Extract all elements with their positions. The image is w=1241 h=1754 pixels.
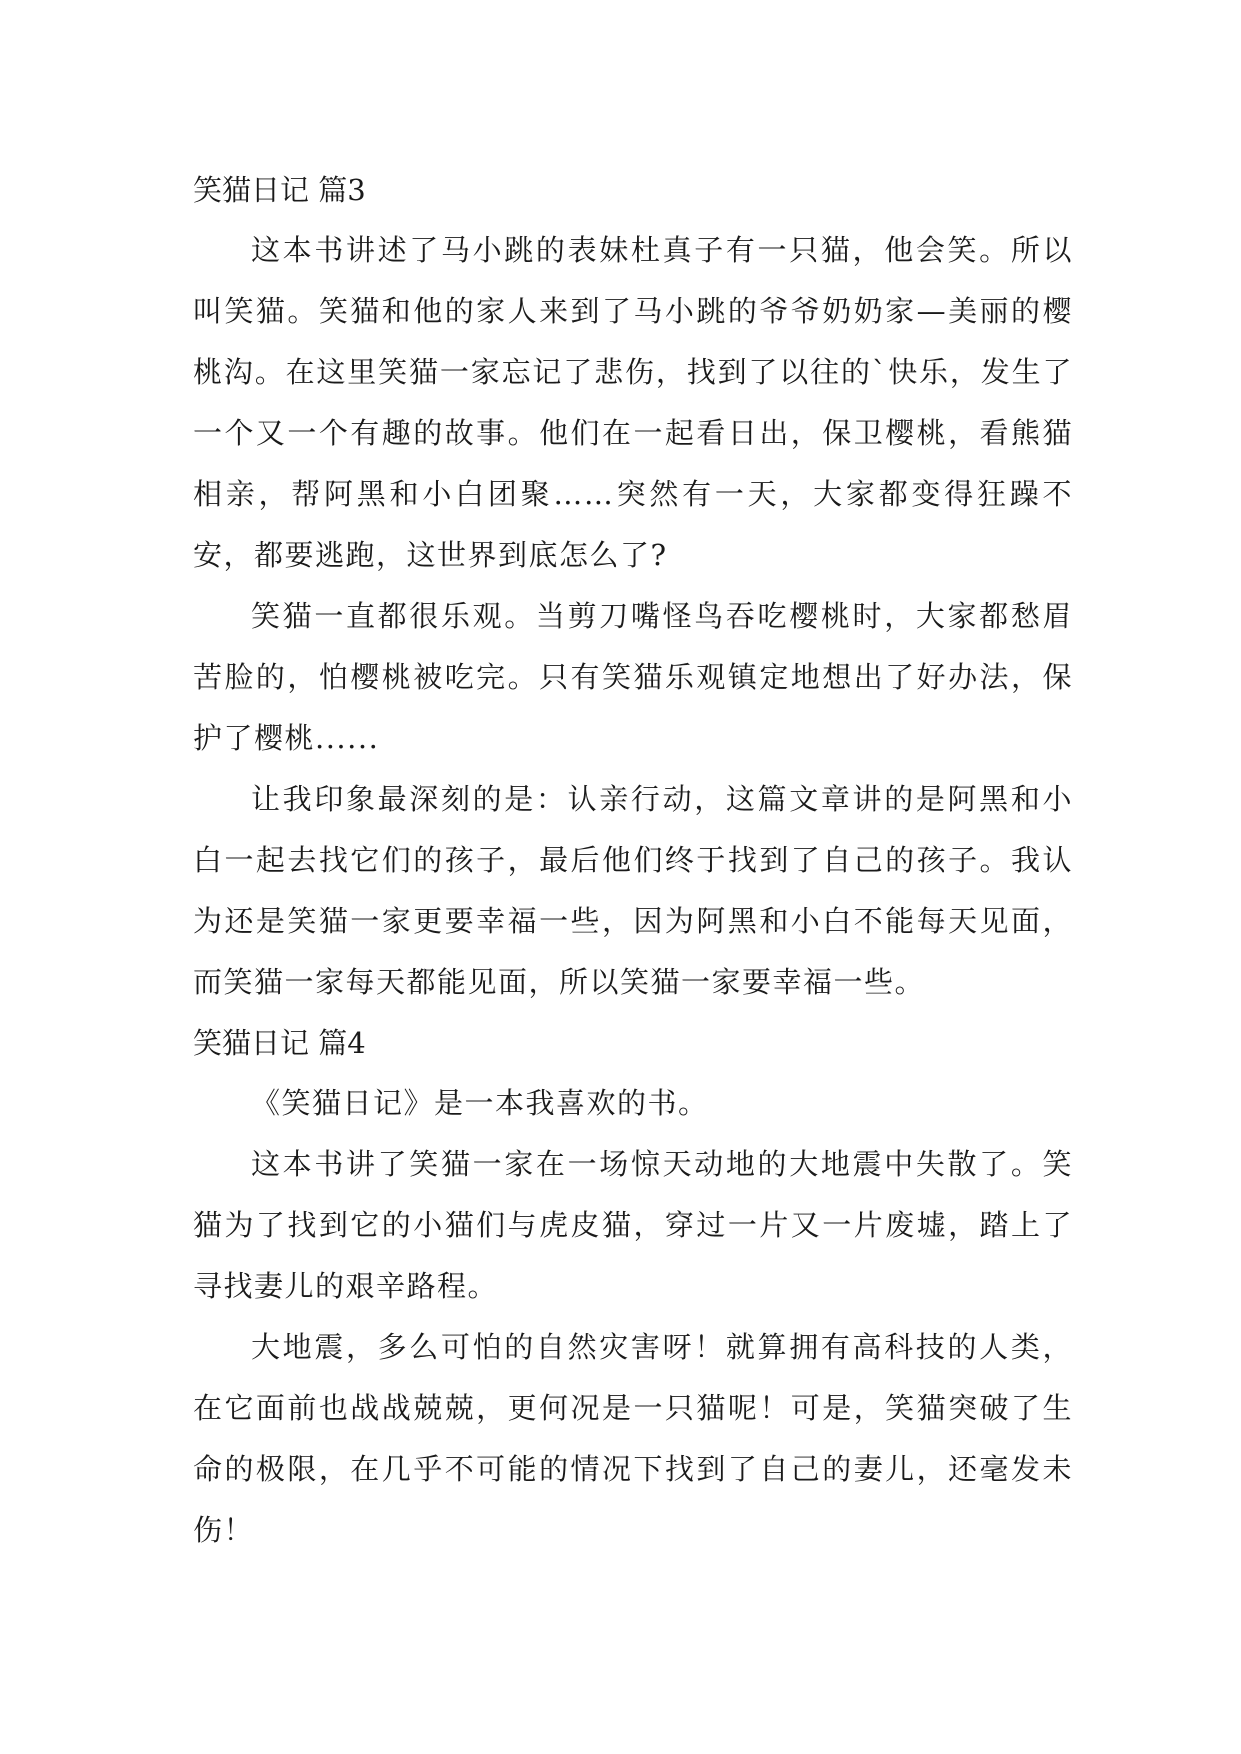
document-page	[193, 160, 1073, 1561]
paragraph: 大地震，多么可怕的自然灾害呀！就算拥有高科技的人类，在它面前也战战兢兢，更何况是一只猫呢！可是，笑猫突破了生命的极限，在几乎不可能的情况下找到了自己的妻儿，还毫发未伤！	[193, 1330, 1073, 1547]
paragraph: 让我印象最深刻的是：认亲行动，这篇文章讲的是阿黑和小白一起去找它们的孩子，最后他们终于找到了自己的孩子。我认为还是笑猫一家更要幸福一些，因为阿黑和小白不能每天见面，而笑猫一家每天都能见面，所以笑猫一家要幸福一些。	[193, 782, 1073, 999]
section-title: 笑猫日记 篇3	[193, 173, 366, 207]
section-title: 笑猫日记 篇4	[193, 1026, 366, 1060]
paragraph: 笑猫一直都很乐观。当剪刀嘴怪鸟吞吃樱桃时，大家都愁眉苦脸的，怕樱桃被吃完。只有笑猫乐观镇定地想出了好办法，保护了樱桃......	[193, 599, 1073, 755]
section-3	[193, 160, 1073, 1013]
section-4	[193, 1013, 1073, 1561]
paragraph: 这本书讲了笑猫一家在一场惊天动地的大地震中失散了。笑猫为了找到它的小猫们与虎皮猫，穿过一片又一片废墟，踏上了寻找妻儿的艰辛路程。	[193, 1147, 1073, 1303]
paragraph: 这本书讲述了马小跳的表妹杜真子有一只猫，他会笑。所以叫笑猫。笑猫和他的家人来到了马小跳的爷爷奶奶家—美丽的樱桃沟。在这里笑猫一家忘记了悲伤，找到了以往的`快乐，发生了一个又一个有趣的故事。他们在一起看日出，保卫樱桃，看熊猫相亲，帮阿黑和小白团聚……突然有一天，大家都变得狂躁不安，都要逃跑，这世界到底怎么了?	[193, 233, 1073, 572]
paragraph: 《笑猫日记》是一本我喜欢的书。	[251, 1086, 709, 1120]
